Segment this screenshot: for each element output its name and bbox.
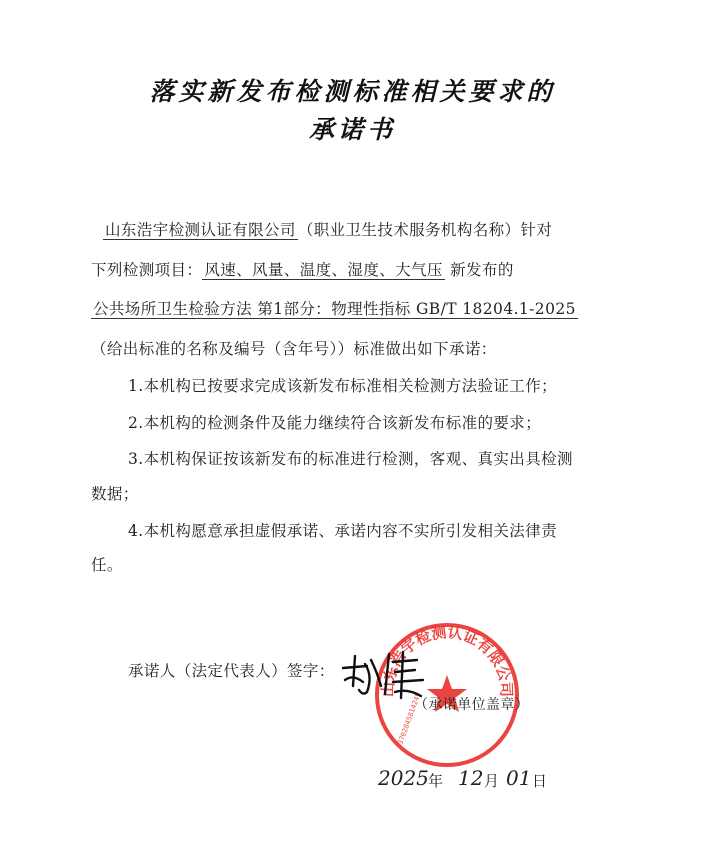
seal-label: （承诺单位盖章）: [414, 697, 530, 713]
commitment-2: 2.本机构的检测条件及能力继续符合该新发布标准的要求；: [128, 414, 542, 432]
date-year-label: 年: [428, 772, 444, 790]
date-day-label: 日: [532, 772, 548, 790]
date-month: 12: [458, 766, 484, 790]
document-subtitle: 承诺书: [308, 115, 396, 144]
commitment-3: 3.本机构保证按该新发布的标准进行检测，客观、真实出具检测: [128, 450, 573, 468]
paragraph-line-4: （给出标准的名称及编号（含年号））标准做出如下承诺：: [91, 340, 497, 358]
date-day: 01: [506, 766, 532, 790]
seal-text: 山东浩宇检测认证有限公司: [378, 623, 516, 698]
org-name: 山东浩宇检测认证有限公司: [105, 221, 296, 239]
date-month-label: 月: [484, 772, 500, 790]
test-items: 风速、风量、温度、湿度、大气压: [204, 261, 443, 279]
items-prefix: 下列检测项目：: [91, 261, 203, 279]
items-suffix: 新发布的: [450, 261, 514, 279]
document-title: 落实新发布检测标准相关要求的: [149, 77, 556, 106]
paragraph-line-2: [91, 258, 514, 280]
standard-name: 公共场所卫生检验方法 第1部分：物理性指标 GB/T 18204.1-2025: [93, 300, 576, 318]
paragraph-line-3: [91, 297, 578, 319]
commitment-1: 1.本机构已按要求完成该新发布标准相关检测方法验证工作；: [128, 377, 557, 395]
commitment-4-cont: 任。: [91, 556, 123, 574]
paragraph-line-1: [103, 218, 552, 240]
handwritten-signature: [337, 646, 427, 702]
commitment-4: 4.本机构愿意承担虚假承诺、承诺内容不实所引发相关法律责: [128, 522, 557, 540]
org-label: （职业卫生技术服务机构名称）针对: [297, 221, 553, 239]
seal-code: 3702845814249: [396, 691, 423, 746]
commitment-3-cont: 数据；: [91, 485, 139, 503]
signature-label: 承诺人（法定代表人）签字：: [128, 662, 335, 680]
date-year: 2025: [378, 766, 429, 790]
